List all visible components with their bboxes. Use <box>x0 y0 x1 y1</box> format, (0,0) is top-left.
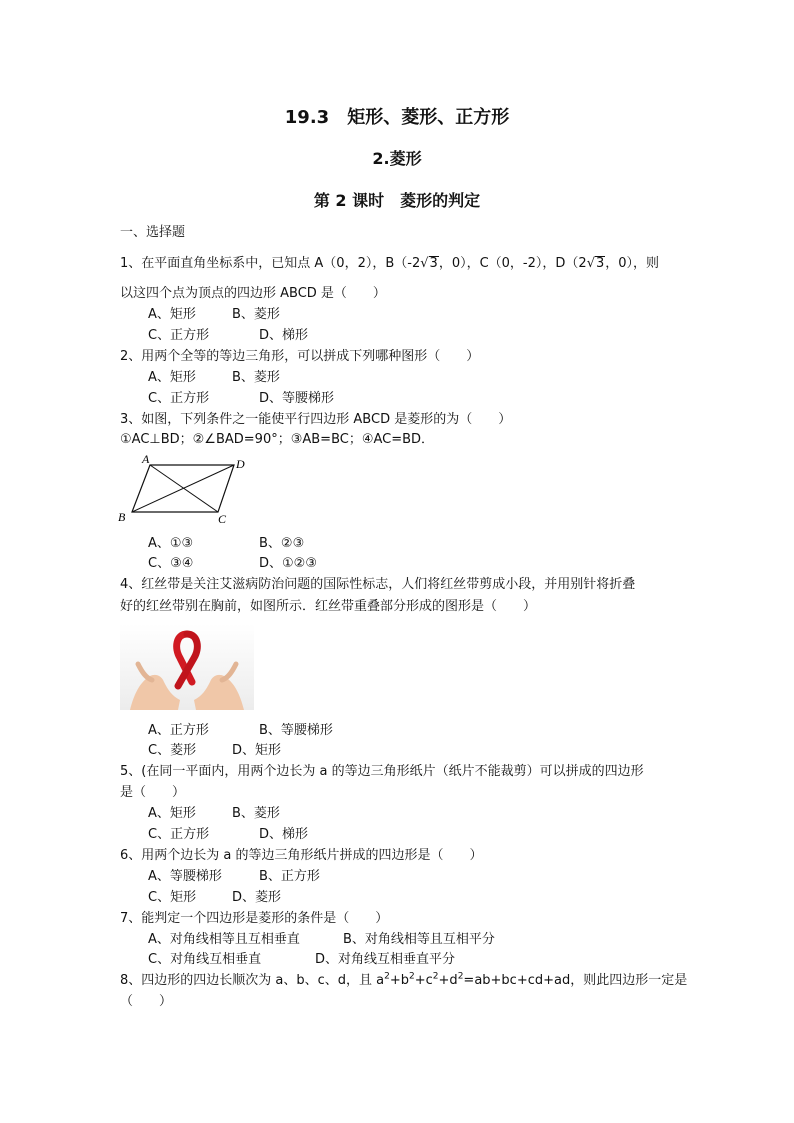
q5-option-b: B、菱形 <box>232 806 280 821</box>
q4-option-a: A、正方形 <box>148 723 209 738</box>
section-subtitle: 2.菱形 <box>372 149 422 168</box>
q1-option-b: B、菱形 <box>232 307 280 322</box>
vertex-label-b: B <box>118 510 126 524</box>
q7-option-a: A、对角线相等且互相垂直 <box>148 932 300 947</box>
q6-option-d: D、菱形 <box>232 890 282 905</box>
lesson-title: 第 2 课时 菱形的判定 <box>313 191 481 210</box>
q1-option-a: A、矩形 <box>148 307 196 322</box>
q7-option-b: B、对角线相等且互相平分 <box>343 932 495 947</box>
q5-option-a: A、矩形 <box>148 806 196 821</box>
q3-option-a: A、①③ <box>148 536 194 551</box>
question-7-line-1: 7、能判定一个四边形是菱形的条件是（ ） <box>120 911 389 926</box>
vertex-label-d: D <box>236 457 245 471</box>
question-3-line-2: ①AC⊥BD；②∠BAD=90°；③AB=BC；④AC=BD． <box>120 432 435 447</box>
sqrt-3: 3 <box>595 256 605 271</box>
q2-option-b: B、菱形 <box>232 370 280 385</box>
q2-option-c: C、正方形 <box>148 391 210 406</box>
question-4-line-2: 好的红丝带别在胸前，如图所示．红丝带重叠部分形成的图形是（ ） <box>120 599 537 614</box>
question-8-line-2: （ ） <box>120 994 173 1009</box>
question-3-line-1: 3、如图，下列条件之一能使平行四边形 ABCD 是菱形的为（ ） <box>120 412 512 427</box>
question-1-line-2: 以这四个点为顶点的四边形 ABCD 是（ ） <box>120 286 386 301</box>
question-8-line-1: 8、四边形的四边长顺次为 a、b、c、d，且 $a^2+b^2+c^2+d^2=ab+bc+cd+ad$，则此四边形一定是 <box>120 971 688 988</box>
q7-option-d: D、对角线互相垂直平分 <box>315 952 456 967</box>
section-heading: 一、选择题 <box>120 225 186 240</box>
parallelogram-figure <box>112 452 262 530</box>
q6-option-a: A、等腰梯形 <box>148 869 222 884</box>
question-6-line-1: 6、用两个边长为 a 的等边三角形纸片拼成的四边形是（ ） <box>120 848 483 863</box>
q4-option-d: D、矩形 <box>232 743 282 758</box>
q1-option-c: C、正方形 <box>148 328 210 343</box>
sqrt-3: 3 <box>429 256 438 271</box>
vertex-label-c: C <box>218 512 227 526</box>
q2-option-d: D、等腰梯形 <box>259 391 335 406</box>
q5-option-d: D、梯形 <box>259 827 309 842</box>
question-5-line-2: 是（ ） <box>120 785 186 800</box>
q2-option-a: A、矩形 <box>148 370 196 385</box>
q4-option-c: C、菱形 <box>148 743 197 758</box>
q3-option-d: D、①②③ <box>259 556 317 571</box>
q6-option-b: B、正方形 <box>259 869 320 884</box>
red-ribbon-image <box>120 624 254 710</box>
q5-option-c: C、正方形 <box>148 827 210 842</box>
q7-option-c: C、对角线互相垂直 <box>148 952 262 967</box>
q4-option-b: B、等腰梯形 <box>259 723 333 738</box>
question-5-line-1: 5、(在同一平面内，用两个边长为 a 的等边三角形纸片（纸片不能裁剪）可以拼成的四边形 <box>120 764 644 779</box>
vertex-label-a: A <box>142 452 150 466</box>
q6-option-c: C、矩形 <box>148 890 197 905</box>
question-4-line-1: 4、红丝带是关注艾滋病防治问题的国际性标志，人们将红丝带剪成小段，并用别针将折叠 <box>120 577 636 592</box>
q3-option-b: B、②③ <box>259 536 305 551</box>
question-1-line-1: 1、在平面直角坐标系中，已知点 A（0，2），B（-2√3，0），C（0，-2），D（2√3，0），则 <box>120 256 660 271</box>
q3-option-c: C、③④ <box>148 556 194 571</box>
q1-option-d: D、梯形 <box>259 328 309 343</box>
question-2-line-1: 2、用两个全等的等边三角形，可以拼成下列哪种图形（ ） <box>120 349 480 364</box>
page-title: 19.3 矩形、菱形、正方形 <box>284 107 510 128</box>
